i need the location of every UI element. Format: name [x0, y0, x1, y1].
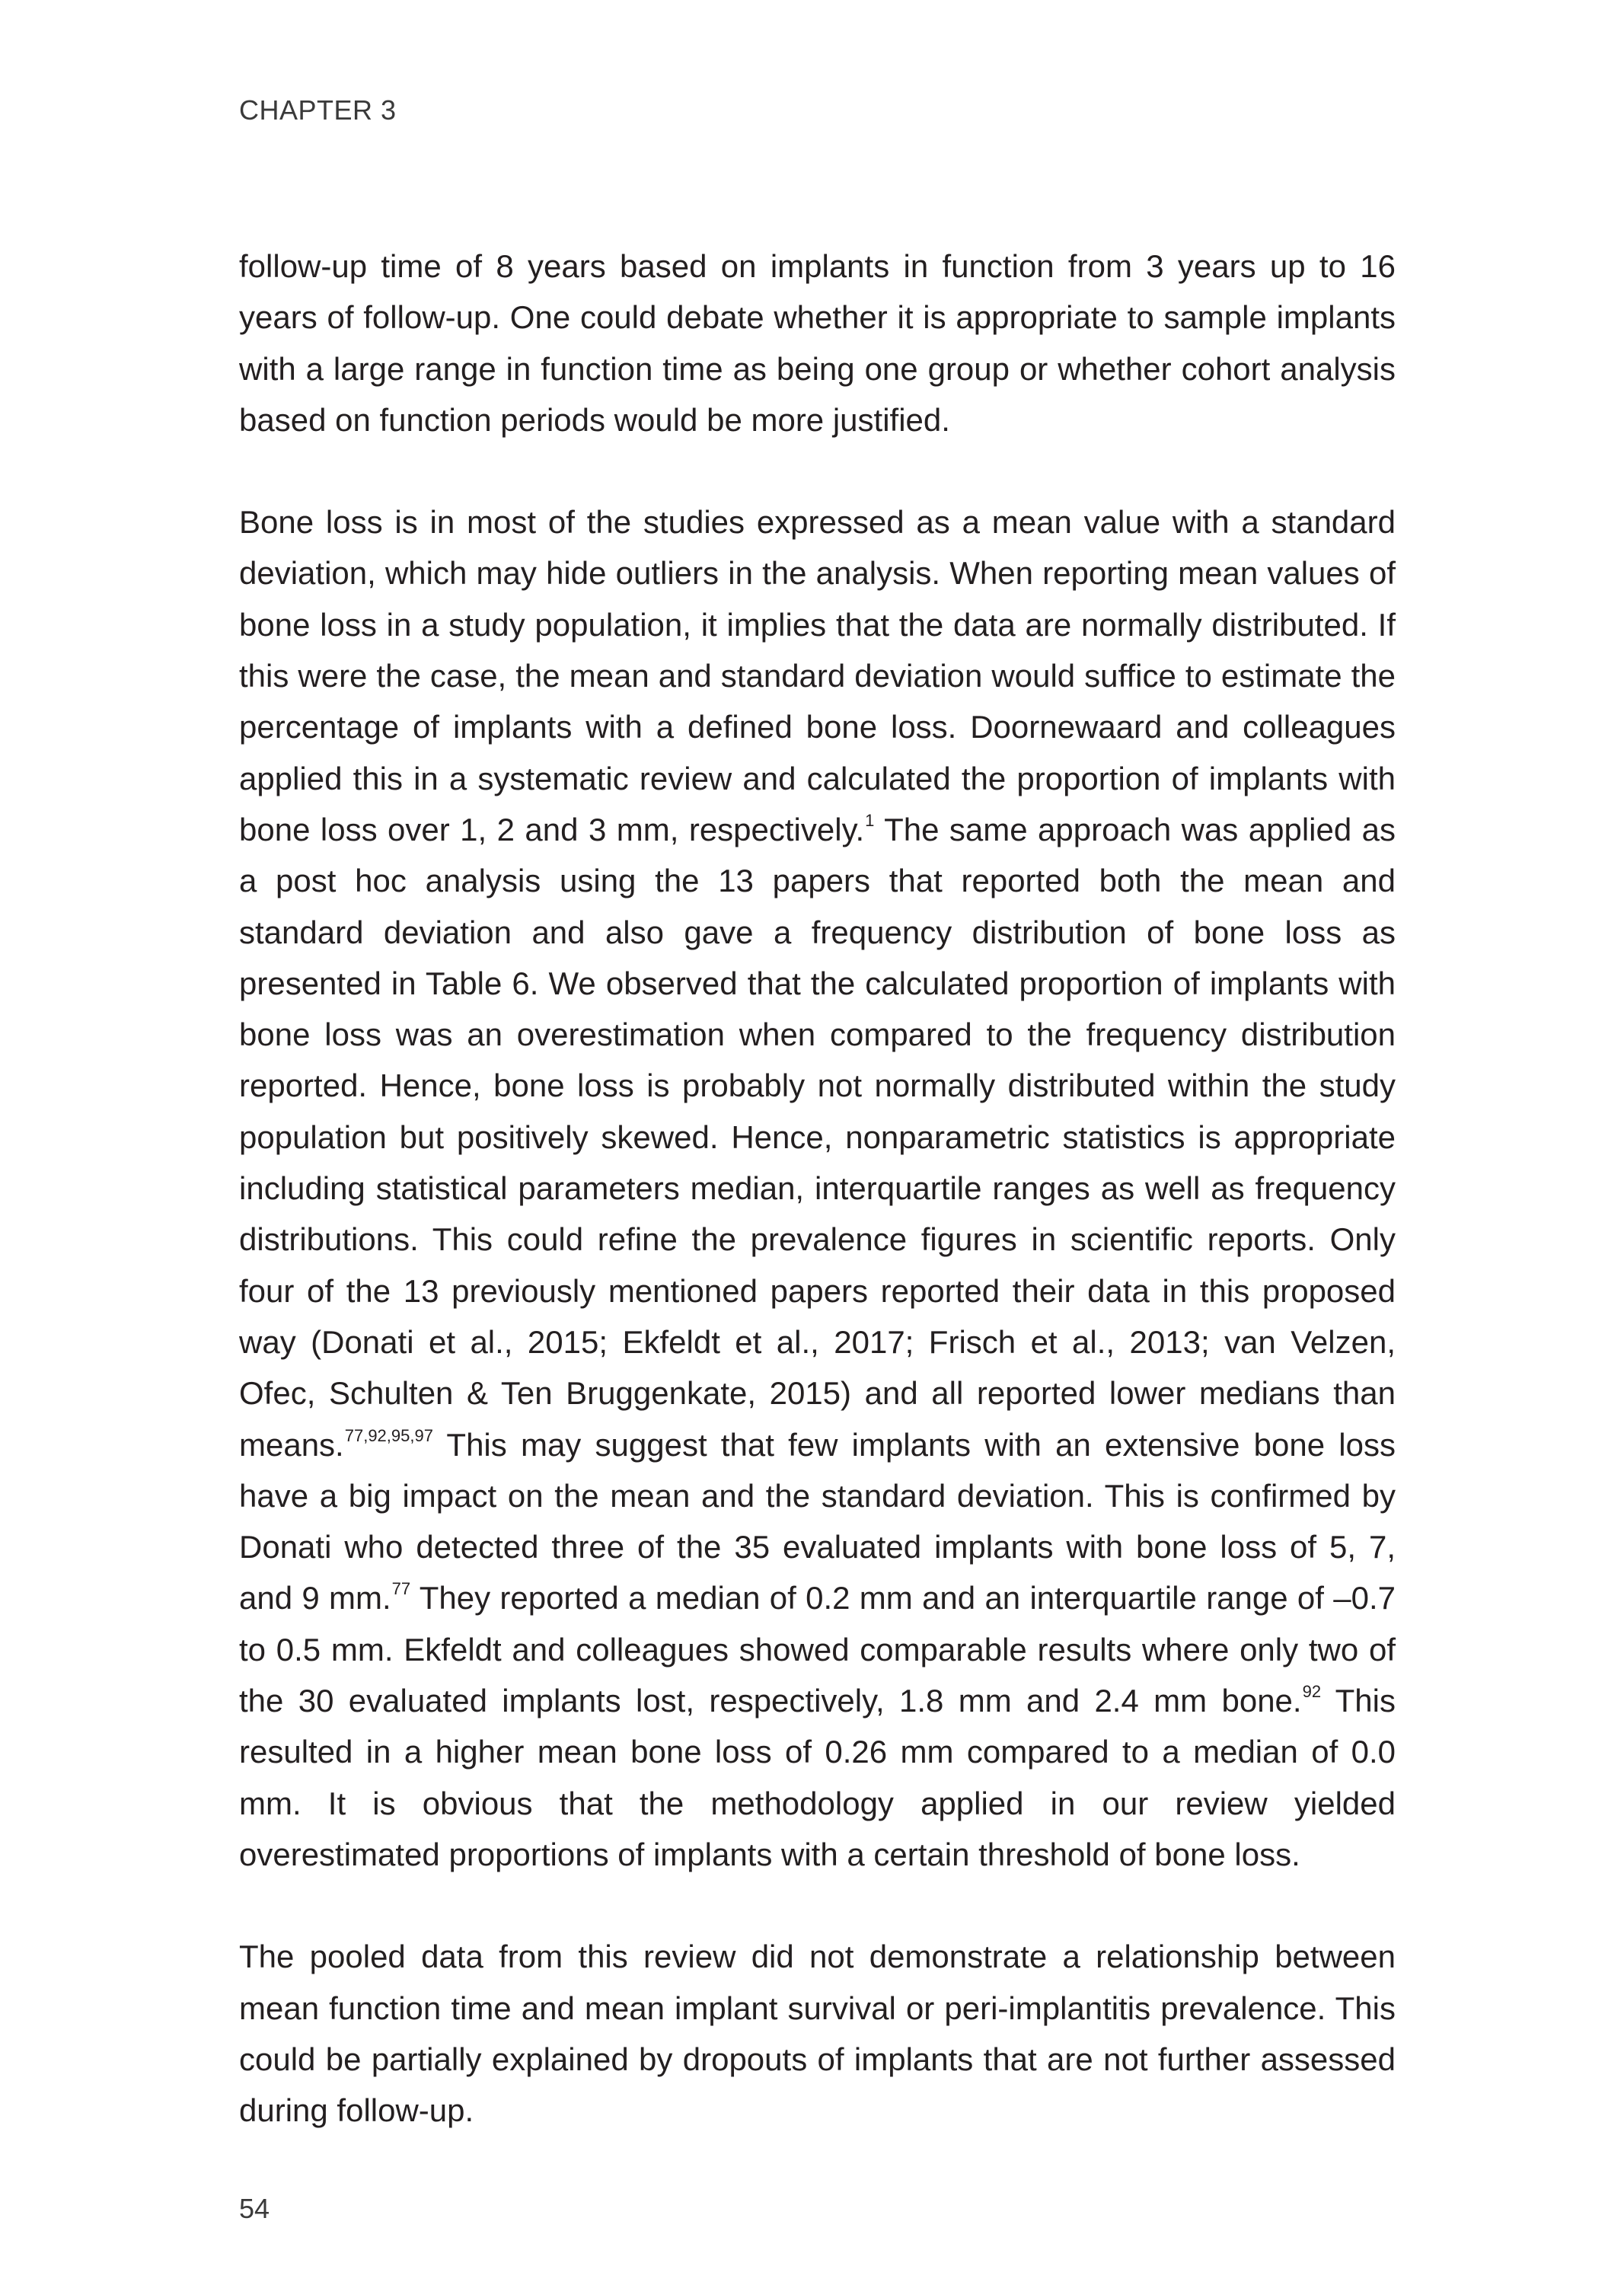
paragraph-2-segment-5: This resulted in a higher mean bone loss of 0.26 mm compared to a median of 0.0 mm. It is obvious that the methodology applied in our review yielded overestimated proportions of implants with a certain threshold of bone loss.	[239, 1683, 1396, 1872]
citation-reference: 1	[865, 810, 875, 830]
citation-reference: 92	[1302, 1682, 1322, 1702]
paragraph-3: The pooled data from this review did not demonstrate a relationship between mean function time and mean implant survival or peri-implantitis prevalence. This could be partially explained by dropouts of implants that are not further assessed during follow-up.	[239, 1939, 1396, 2129]
page-number: 54	[239, 2193, 270, 2224]
paragraph-2-segment-1: Bone loss is in most of the studies expressed as a mean value with a standard deviation, which may hide outliers in the analysis. When reporting mean values of bone loss in a study population, it implies that the data are normally distributed. If this were the case, the mean and standard deviation would suffice to estimate the percentage of implants with a defined bone loss. Doornewaard and colleagues applied this in a systematic review and calculated the proportion of implants with bone loss over 1, 2 and 3 mm, respectively.	[239, 504, 1396, 847]
paragraph-2	[239, 496, 1396, 1880]
paragraph-2-segment-2: The same approach was applied as a post hoc analysis using the 13 papers that reported both the mean and standard deviation and also gave a frequency distribution of bone loss as presented in Table 6. We observed that the calculated proportion of implants with bone loss was an overestimation when compared to the frequency distribution reported. Hence, bone loss is probably not normally distributed within the study population but positively skewed. Hence, nonparametric statistics is appropriate including statistical parameters median, interquartile ranges as well as frequency distributions. This could refine the prevalence figures in scientific reports. Only four of the 13 previously mentioned papers reported their data in this proposed way (Donati et al., 2015; Ekfeldt et al., 2017; Frisch et al., 2013; van Velzen, Ofec, Schulten & Ten Bruggenkate, 2015) and all reported lower medians than means.	[239, 811, 1396, 1463]
paragraph-2-segment-4: They reported a median of 0.2 mm and an interquartile range of –0.7 to 0.5 mm. Ekfeldt and colleagues showed comparable results where only two of the 30 evaluated implants lost, respectively, 1.8 mm and 2.4 mm bone.	[239, 1580, 1396, 1719]
paragraph-1: follow-up time of 8 years based on implants in function from 3 years up to 16 years of follow-up. One could debate whether it is appropriate to sample implants with a large range in function time as being one group or whether cohort analysis based on function periods would be more justified.	[239, 248, 1396, 438]
citation-reference: 77	[391, 1579, 411, 1599]
running-header: CHAPTER 3	[239, 94, 397, 126]
body-text	[239, 241, 1396, 2136]
citation-reference: 77,92,95,97	[344, 1425, 433, 1445]
paragraph-2-segment-3: This may suggest that few implants with an extensive bone loss have a big impact on the mean and the standard deviation. This is confirmed by Donati who detected three of the 35 evaluated implants with bone loss of 5, 7, and 9 mm.	[239, 1426, 1396, 1616]
